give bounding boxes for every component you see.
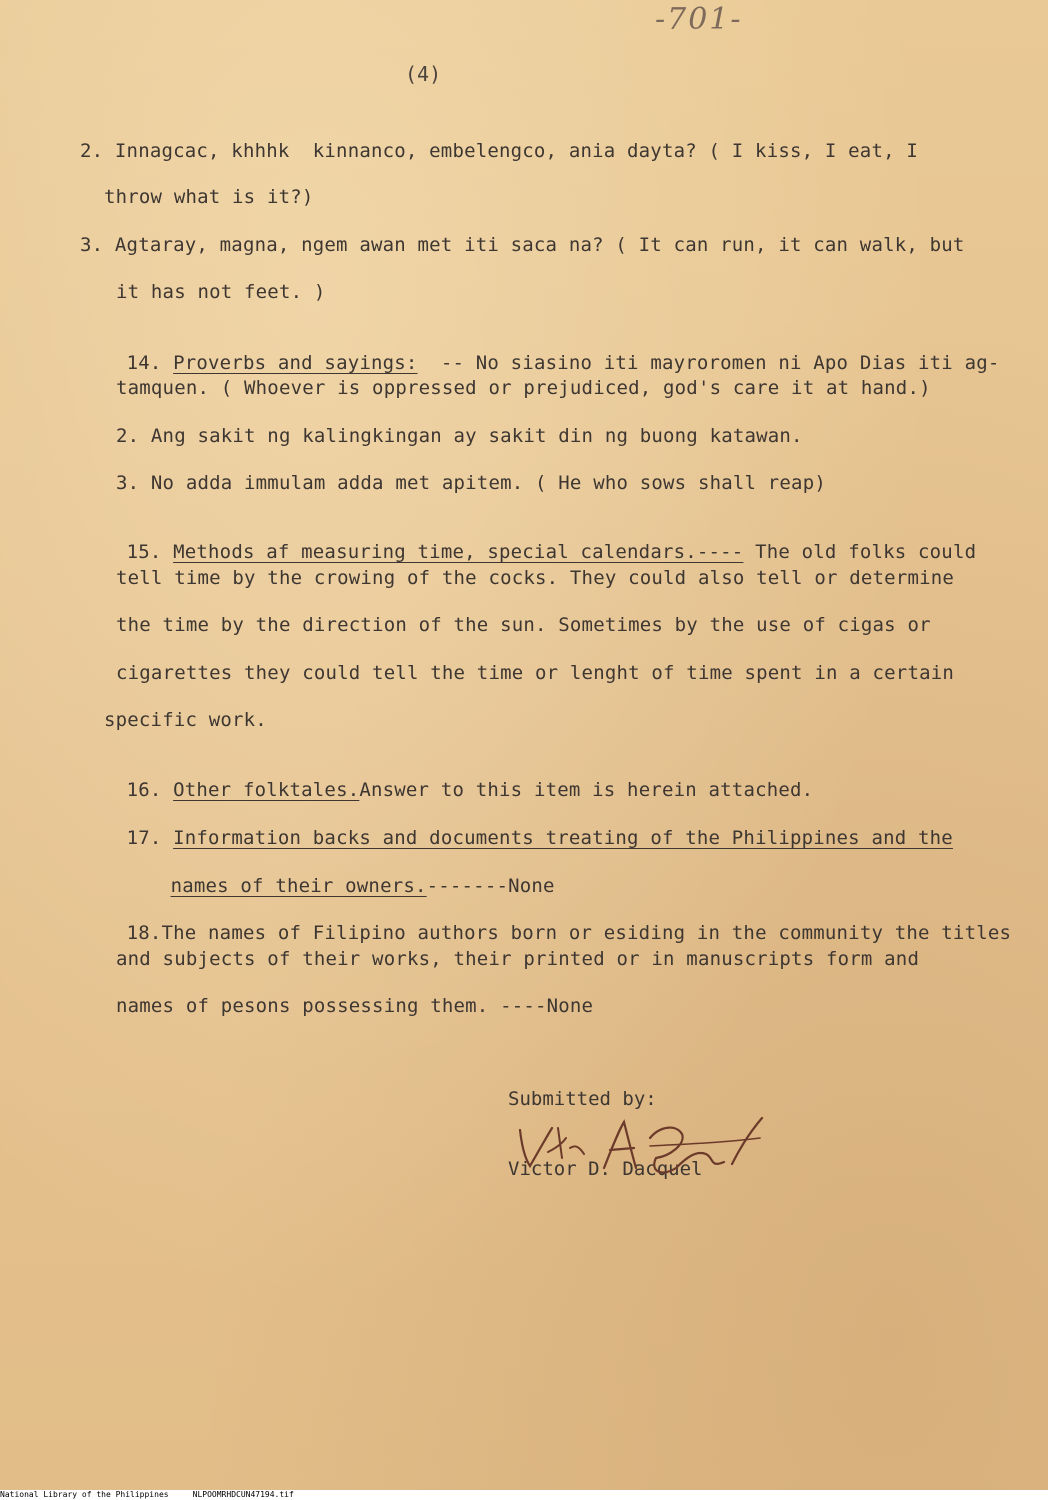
signatory-name: Victor D. Dacquel <box>508 1158 703 1180</box>
item-17-number: 17. <box>126 827 162 849</box>
item-16-text: Answer to this item is herein attached. <box>359 779 814 801</box>
item-14-title: Proverbs and sayings: <box>173 352 418 374</box>
item-15-line-2: tell time by the crowing of the cocks. They could also tell or determine <box>116 567 955 589</box>
riddle-2-line-1: 2. Innagcac, khhhk kinnanco, embelengco, ania dayta? ( I kiss, I eat, I <box>80 140 919 162</box>
item-18-line-2: and subjects of their works, their printed or in manuscripts form and <box>116 948 920 970</box>
item-14-proverb-3: 3. No adda immulam adda met apitem. ( He who sows shall reap) <box>116 472 826 494</box>
riddle-2-line-2: throw what is it?) <box>104 186 314 208</box>
item-16-number: 16. <box>126 779 162 801</box>
sheet-label: (4) <box>405 62 442 86</box>
riddle-3-line-1: 3. Agtaray, magna, ngem awan met iti saca na? ( It can run, it can walk, but <box>80 234 965 256</box>
item-15-text: The old folks could <box>743 541 977 563</box>
item-18-number: 18. <box>126 922 162 944</box>
item-18-text: The names of Filipino authors born or esiding in the community the titles <box>161 922 1012 944</box>
item-15-line-5: specific work. <box>104 709 267 731</box>
signature <box>500 1108 780 1188</box>
item-14-line-2: tamquen. ( Whoever is oppressed or prejudiced, god's care it at hand.) <box>116 377 931 399</box>
item-15-title: Methods af measuring time, special calendars.---- <box>173 541 744 563</box>
item-17-text: -------None <box>426 875 555 897</box>
item-14-number: 14. <box>126 352 162 374</box>
item-14-proverb-2: 2. Ang sakit ng kalingkingan ay sakit din ng buong katawan. <box>116 425 803 447</box>
item-17-title-1: Information backs and documents treating of the Philippines and the <box>173 827 953 849</box>
item-15-number: 15. <box>126 541 162 563</box>
item-16-title: Other folktales. <box>173 779 360 801</box>
item-14-text: -- No siasino iti mayroromen ni Apo Dias iti ag- <box>440 352 1000 374</box>
item-15-line-3: the time by the direction of the sun. Sometimes by the use of cigas or <box>116 614 931 636</box>
submitted-by-label: Submitted by: <box>508 1088 657 1110</box>
item-18-line-3: names of pesons possessing them. ----None <box>116 995 594 1017</box>
item-15-line-4: cigarettes they could tell the time or lenght of time spent in a certain <box>116 662 955 684</box>
signature-icon <box>500 1108 780 1188</box>
scan-footer: National Library of the Philippines NLPOOMRHDCUN47194.tif <box>0 1490 1048 1500</box>
item-17-title-2: names of their owners. <box>170 875 427 897</box>
handwritten-page-number: -701- <box>655 2 743 37</box>
riddle-3-line-2: it has not feet. ) <box>116 281 326 303</box>
